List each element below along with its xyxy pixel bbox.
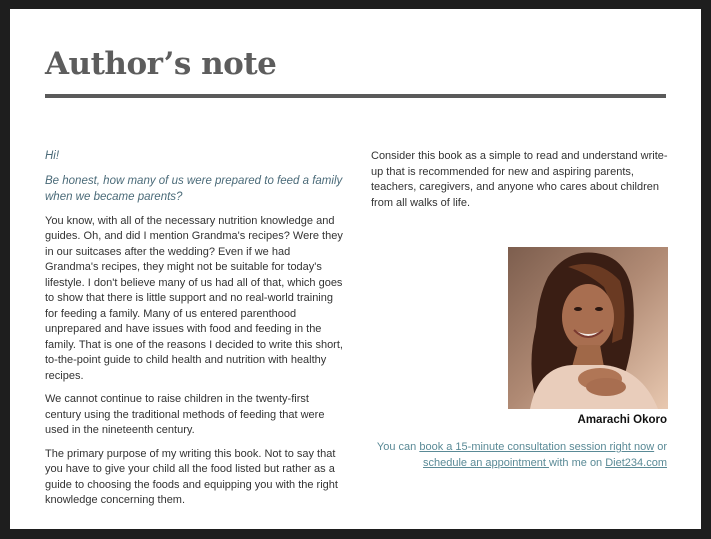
cta-middle: or: [654, 441, 667, 453]
right-column: [371, 149, 671, 211]
cta-middle-2: with me on: [548, 456, 606, 469]
greeting: Hi!: [45, 150, 60, 162]
call-to-action: [371, 440, 667, 471]
body-paragraph-2: We cannot continue to raise children in the twenty-first century using the traditional methods of feeding that were used in the nineteenth century.: [45, 393, 325, 436]
lead-question: Be honest, how many of us were prepared to feed a family when we became parents?: [45, 174, 343, 203]
body-paragraph-1: You know, with all of the necessary nutrition knowledge and guides. Oh, and did I mention Grandma's recipes? Were they in our suitcases after the wedding? Even if we had Grandma's recipes, they might not be suitable for today's lifestyle. I don't believe many of us had all of that, which goes to show that there is little support and no real-world training for feeding a family. Many of us entered parenthood unprepared and have issues with food and feeding in the family. That is one of the reasons I decided to write this short, to-the-point guide to child health and nutrition with healthy recipes.: [45, 214, 343, 382]
schedule-appointment-link[interactable]: schedule an appointment: [423, 456, 549, 469]
page-title: Author’s note: [45, 46, 277, 82]
cta-prefix: You can: [376, 441, 420, 453]
left-column: [45, 149, 345, 517]
book-consultation-link[interactable]: book a 15-minute consultation session right now: [419, 441, 655, 453]
title-divider: [45, 94, 666, 98]
author-name: Amarachi Okoro: [577, 414, 667, 426]
intro-paragraph: Consider this book as a simple to read and understand write-up that is recommended for new and aspiring parents, teachers, caregivers, and anyone who cares about children from all walks of life.: [371, 150, 668, 209]
body-paragraph-3: The primary purpose of my writing this book. Not to say that you have to give your child all the food listed but rather as a guide to choosing the foods and equipping you with the right knowledge concerning them.: [45, 447, 338, 506]
document-page: [10, 9, 701, 529]
website-link[interactable]: Diet234.com: [605, 456, 667, 469]
author-photo: [508, 247, 668, 409]
